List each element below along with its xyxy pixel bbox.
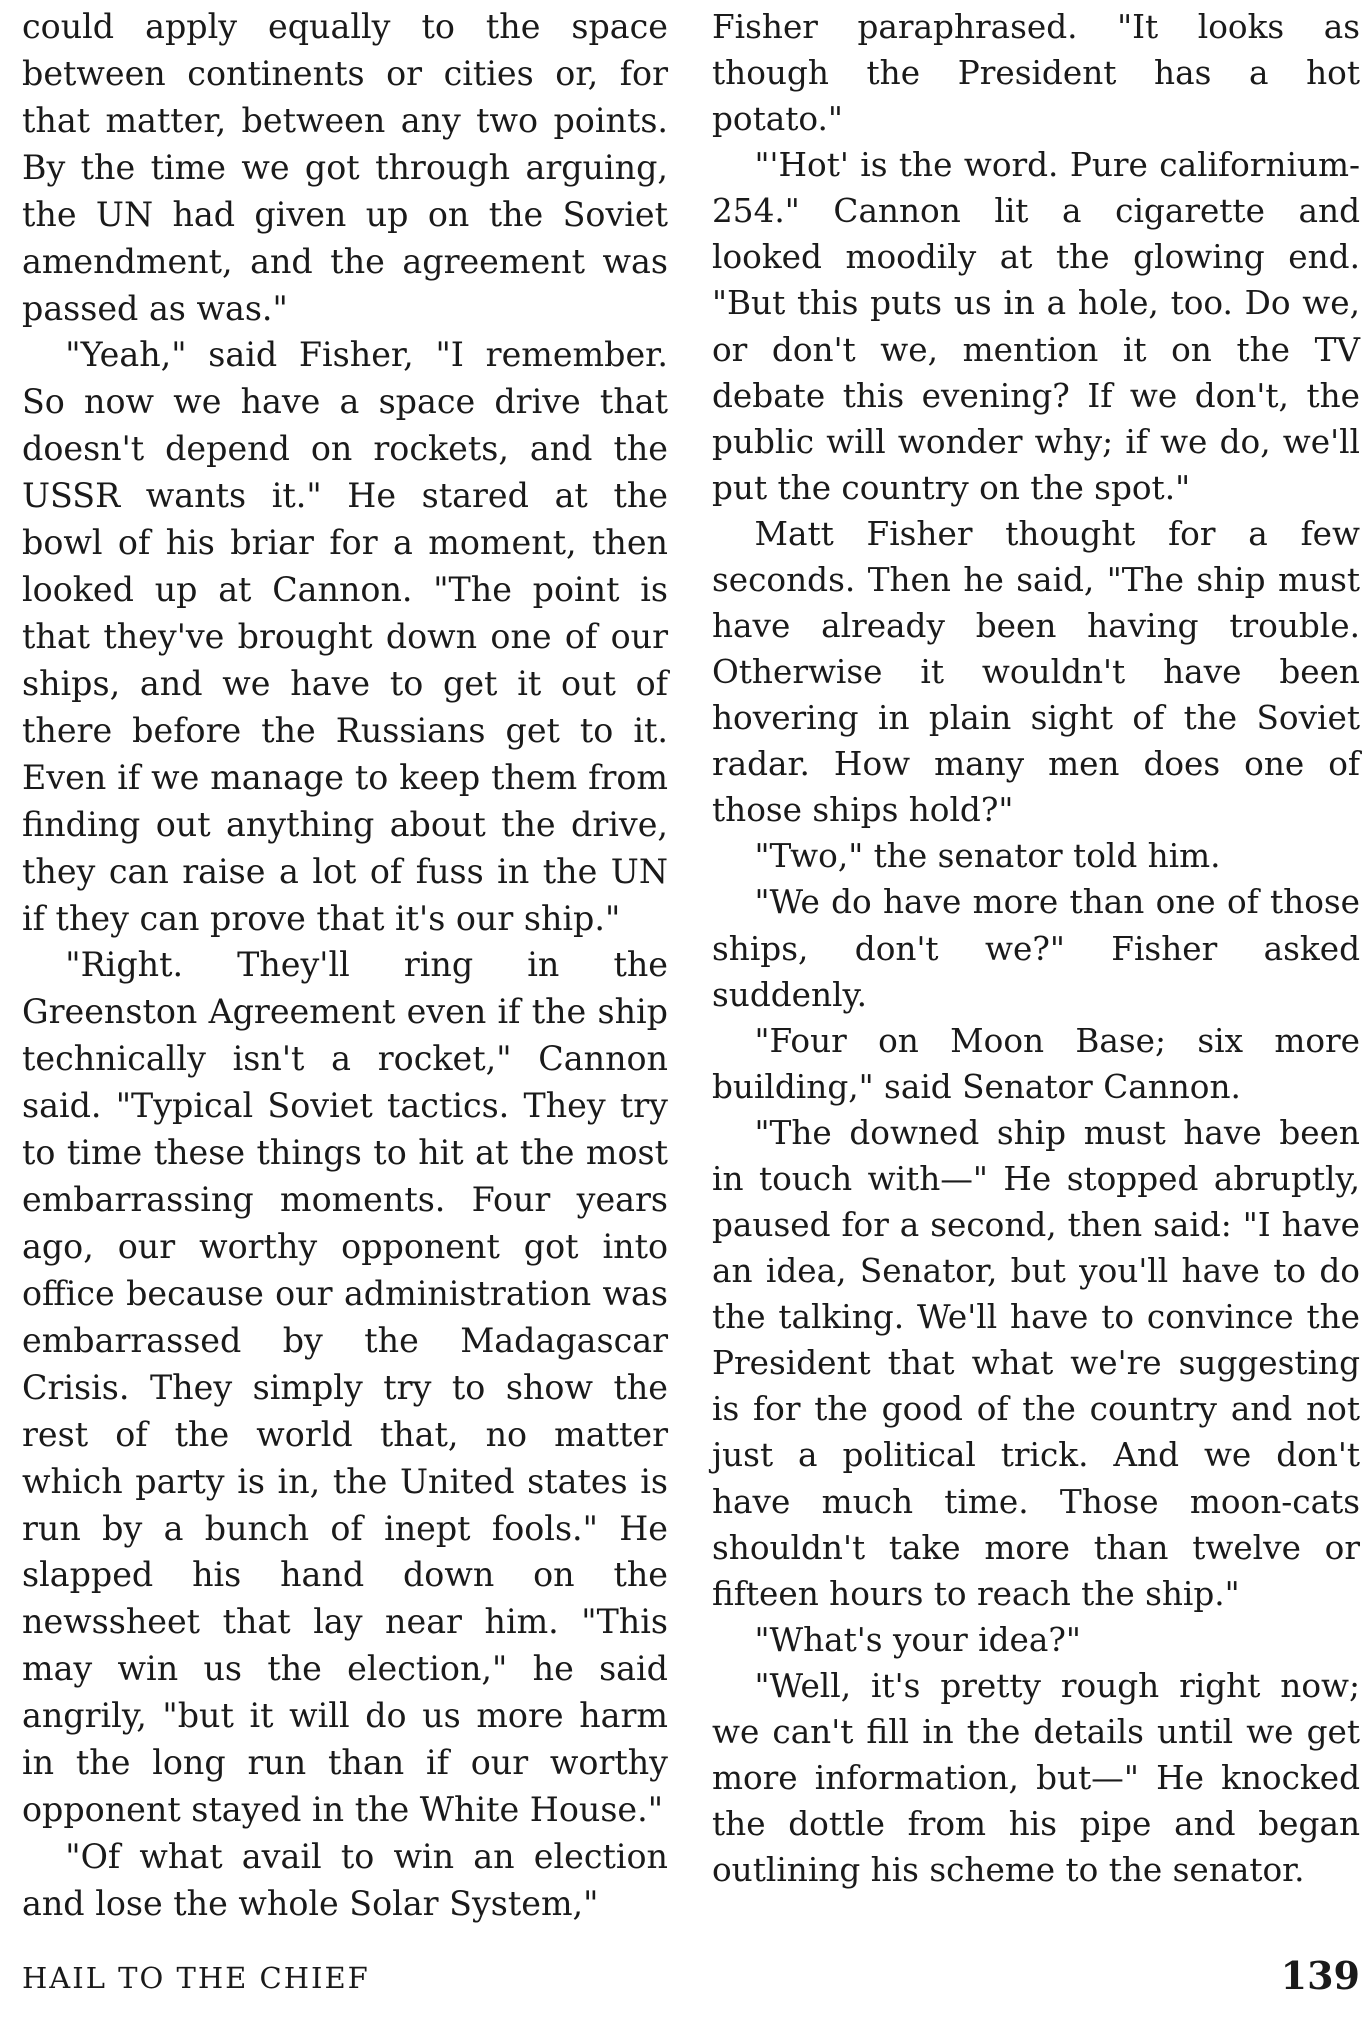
paragraph: "What's your idea?" [754,1620,1081,1659]
paragraph: "Of what avail to win an election and lose the whole Solar System," [22,1836,668,1923]
paragraph: could apply equally to the space between continents or cities or, for that matter, between any two points. By the time we got through arguing, the UN had given up on the Soviet amendment, and the agreement was passed as was." [22,7,668,328]
page-number: 139 [1280,1953,1360,1998]
paragraph: "The downed ship must have been in touch with—" He stopped abruptly, paused for a second, then said: "I have an idea, Senator, but you'll have to do the talking. We'll have to convince the President that what we're suggesting is for the good of the country and not just a political trick. And we don't have much time. Those moon-cats shouldn't take more than twelve or fifteen hours to reach the ship." [712,1113,1360,1613]
running-title: HAIL TO THE CHIEF [22,1961,370,1995]
paragraph: "Well, it's pretty rough right now; we can't fill in the details until we get more information, but—" He knocked the dottle from his pipe and began outlining his scheme to the senator. [712,1666,1360,1890]
paragraph: "'Hot' is the word. Pure californium-254." Cannon lit a cigarette and looked moodily at the glowing end. "But this puts us in a hole, too. Do we, or don't we, mention it on the TV debate this evening? If we don't, the public will wonder why; if we do, we'll put the country on the spot." [712,146,1360,507]
paragraph: "We do have more than one of those ships, don't we?" Fisher asked suddenly. [712,883,1360,1014]
paragraph: "Two," the senator told him. [754,837,1221,876]
page-footer [22,1953,1360,2009]
paragraph: "Yeah," said Fisher, "I remember. So now we have a space drive that doesn't depend on rockets, and the USSR wants it." He stared at the bowl of his briar for a moment, then looked up at Cannon. "The point is that they've brought down one of our ships, and we have to get it out of there before the Russians get to it. Even if we manage to keep them from finding out anything about the drive, they can raise a lot of fuss in the UN if they can prove that it's our ship." [22,335,668,938]
right-text-column [712,4,1360,1893]
paragraph: Matt Fisher thought for a few seconds. Then he said, "The ship must have already been having trouble. Otherwise it wouldn't have been hovering in plain sight of the Soviet radar. How many men does one of those ships hold?" [712,514,1360,830]
left-text-column [22,4,668,1928]
paragraph: Fisher paraphrased. "It looks as though the President has a hot potato." [712,8,1360,139]
paragraph: "Right. They'll ring in the Greenston Agreement even if the ship technically isn't a rocket," Cannon said. "Typical Soviet tactics. They try to time these things to hit at the most embarrassing moments. Four years ago, our worthy opponent got into office because our administration was embarrassed by the Madagascar Crisis. They simply try to show the rest of the world that, no matter which party is in, the United states is run by a bunch of inept fools." He slapped his hand down on the newssheet that lay near him. "This may win us the election," he said angrily, "but it will do us more harm in the long run than if our worthy opponent stayed in the White House." [22,945,668,1830]
paragraph: "Four on Moon Base; six more building," said Senator Cannon. [712,1021,1360,1106]
